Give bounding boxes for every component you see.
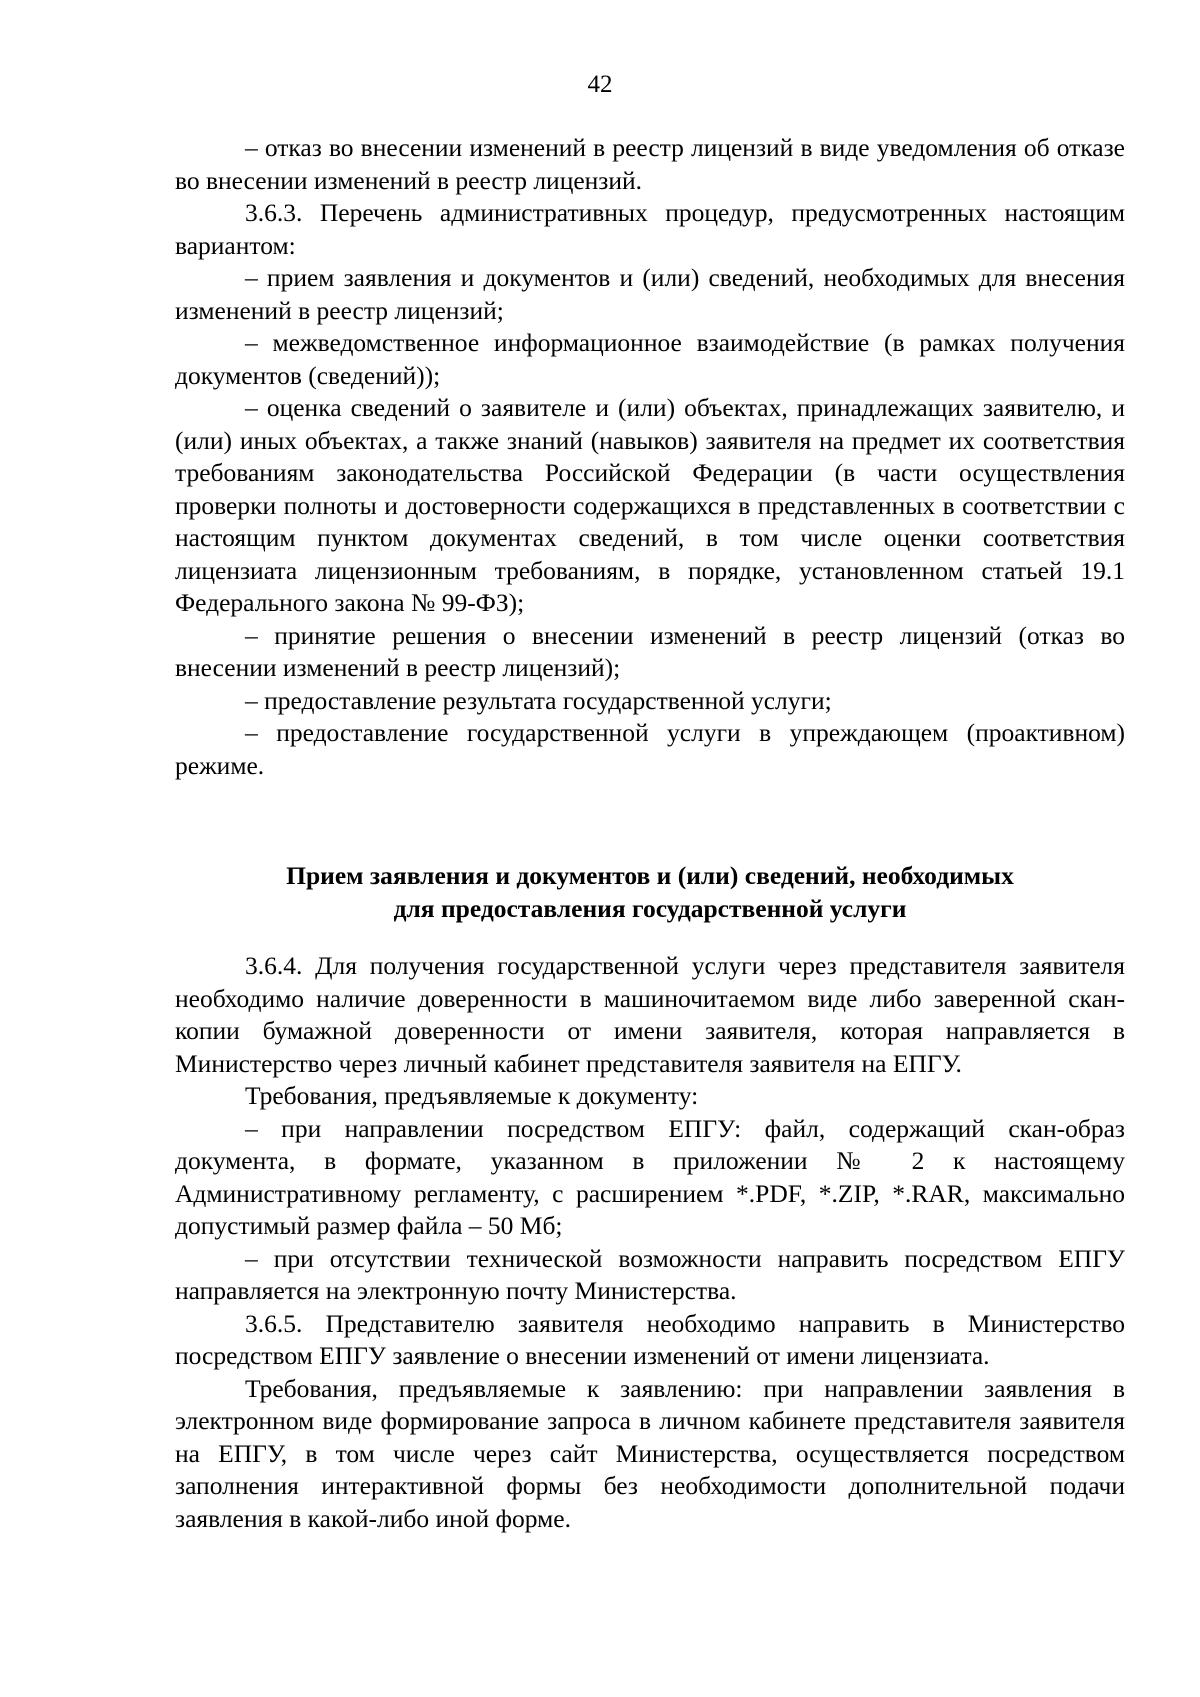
paragraph-3-6-3-procedures-list: 3.6.3. Перечень административных процедур, предусмотренных настоящим вариантом: xyxy=(175,198,1125,260)
list-item-epgu-file: – при направлении посредством ЕПГУ: файл, содержащий скан-образ документа, в формате, указанном в приложении № 2 к настоящему Административному регламенту, с расширением *.PDF, *.ZIP, *.RAR, максимально допустимый размер файла – 50 Мб; xyxy=(175,1113,1125,1240)
list-item-decision: – принятие решения о внесении изменений в реестр лицензий (отказ во внесении изменений в реестр лицензий); xyxy=(175,620,1125,682)
section-heading-line-1: Прием заявления и документов и (или) сведений, необходимых xyxy=(286,861,1014,890)
section-3-6-4 xyxy=(175,950,1125,1535)
paragraph-3-6-4-representative: 3.6.4. Для получения государственной услуги через представителя заявителя необходимо наличие доверенности в машиночитаемом виде либо заверенной скан-копии бумажной доверенности от имени заявителя, которая направляется в Министерство через личный кабинет представителя заявителя на ЕПГУ. xyxy=(175,951,1125,1078)
paragraph-document-requirements: Требования, предъявляемые к документу: xyxy=(245,1081,699,1110)
section-heading-line-2: для предоставления государственной услуги xyxy=(393,893,907,923)
list-item-result-provision: – предоставление результата государственной услуги; xyxy=(245,685,832,715)
page-number: 42 xyxy=(587,71,613,98)
list-item-interagency-interaction: – межведомственное информационное взаимодействие (в рамках получения документов (сведений)); xyxy=(175,328,1125,390)
paragraph-application-requirements: Требования, предъявляемые к заявлению: при направлении заявления в электронном виде формирование запроса в личном кабинете представителя заявителя на ЕПГУ, в том числе через сайт Министерства, осуществляется посредством заполнения интерактивной формы без необходимости дополнительной подачи заявления в какой-либо иной форме. xyxy=(175,1373,1125,1533)
paragraph-refusal-notice: – отказ во внесении изменений в реестр лицензий в виде уведомления об отказе во внесении изменений в реестр лицензий. xyxy=(175,133,1125,195)
list-item-proactive-mode: – предоставление государственной услуги в упреждающем (проактивном) режиме. xyxy=(175,718,1125,780)
list-item-application-reception: – прием заявления и документов и (или) сведений, необходимых для внесения изменений в реестр лицензий; xyxy=(175,263,1125,325)
list-item-email-fallback: – при отсутствии технической возможности направить посредством ЕПГУ направляется на электронную почту Министерства. xyxy=(175,1243,1125,1305)
section-3-6-3 xyxy=(175,132,1125,782)
paragraph-3-6-5-application: 3.6.5. Представителю заявителя необходимо направить в Министерство посредством ЕПГУ заявление о внесении изменений от имени лицензиата. xyxy=(175,1308,1125,1370)
list-item-applicant-assessment: – оценка сведений о заявителе и (или) объектах, принадлежащих заявителю, и (или) иных объектах, а также знаний (навыков) заявителя на предмет их соответствия требованиям законодательства Российской Федерации (в части осуществления проверки полноты и достоверности содержащихся в представленных в соответствии с настоящим пунктом документах сведений, в том числе оценки соответствия лицензиата лицензионным требованиям, в порядке, установленном статьей 19.1 Федерального закона № 99-ФЗ); xyxy=(175,393,1125,617)
section-heading xyxy=(175,860,1125,925)
